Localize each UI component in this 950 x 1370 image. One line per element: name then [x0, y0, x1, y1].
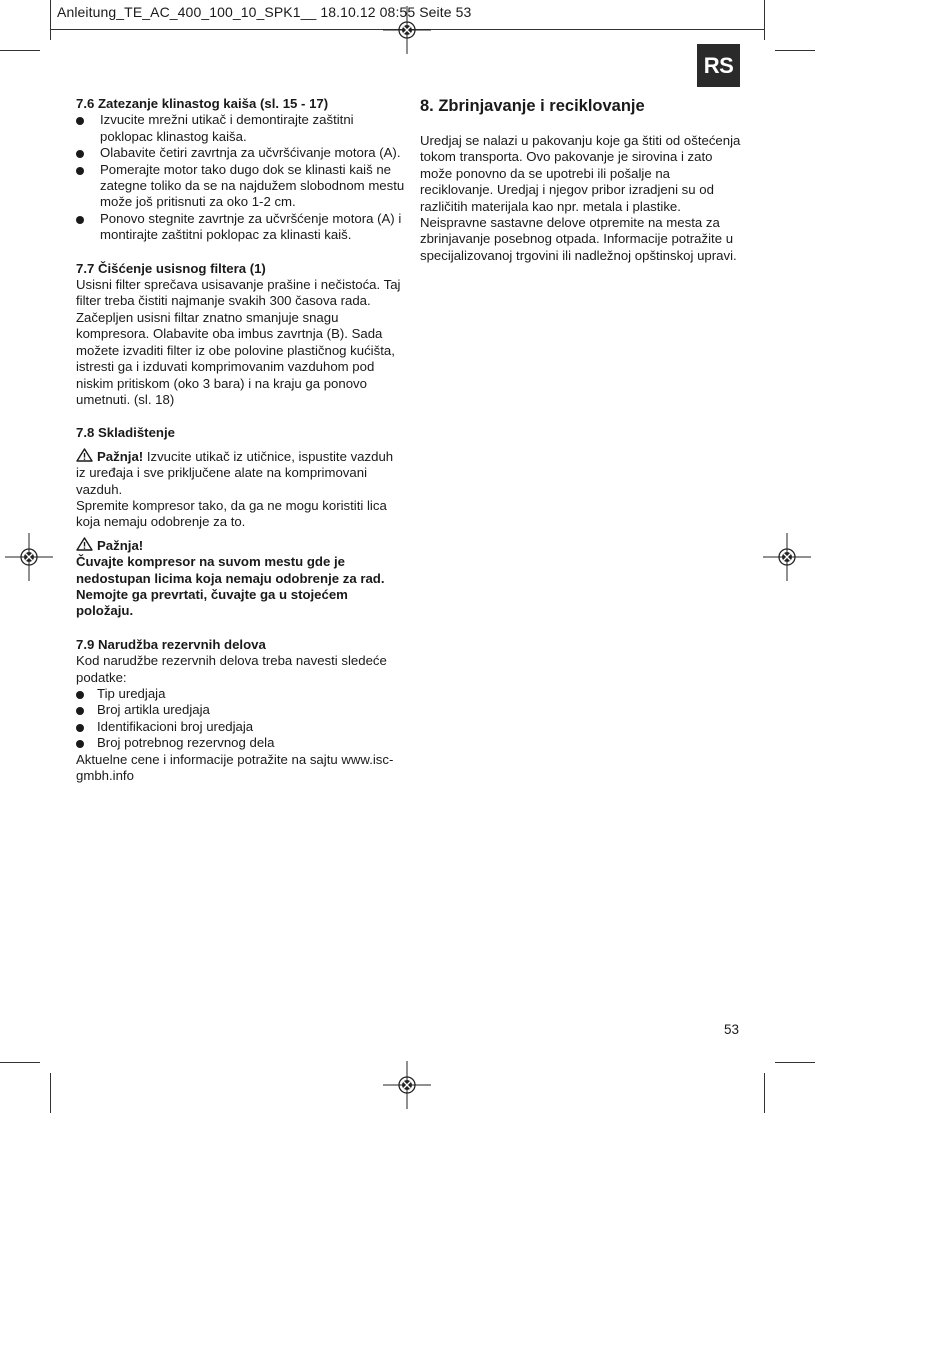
left-column: [76, 96, 406, 784]
section-7-8-warning-2-heading: [76, 537, 406, 554]
bullet-icon: [76, 707, 84, 715]
list-item-text: Pomerajte motor tako dugo dok se klinasti kaiš ne zategne toliko da se na najdužem slobodnom mestu može još pritisnuti za oko 1-2 cm.: [100, 161, 405, 210]
list-item-text: Olabavite četiri zavrtnja za učvršćivanje motora (A).: [100, 145, 401, 161]
list-item: [76, 719, 406, 735]
crop-mark: [50, 1073, 51, 1113]
print-header-info: Anleitung_TE_AC_400_100_10_SPK1__ 18.10.12 08:55 Seite 53: [57, 4, 472, 20]
list-item: [76, 735, 406, 751]
registration-mark-icon: [763, 533, 811, 581]
list-item-text: Broj artikla uredjaja: [97, 702, 210, 718]
section-7-6-title: 7.6 Zatezanje klinastog kaiša (sl. 15 - 17): [76, 96, 329, 111]
crop-mark: [50, 0, 51, 40]
page-number: 53: [724, 1022, 740, 1037]
section-7-6-list: [76, 112, 406, 243]
section-7-8-title: 7.8 Skladištenje: [76, 425, 175, 441]
section-7-8-body: Spremite kompresor tako, da ga ne mogu koristiti lica koja nemaju odobrenje za to.: [76, 497, 387, 530]
section-7-9-outro: Aktuelne cene i informacije potražite na sajtu www.isc-gmbh.info: [76, 751, 394, 784]
list-item-text: Identifikacioni broj uredjaja: [97, 718, 254, 734]
section-8-title: 8. Zbrinjavanje i reciklovanje: [420, 97, 645, 115]
section-7-9-title: 7.9 Narudžba rezervnih delova: [76, 636, 266, 652]
crop-mark: [0, 1062, 40, 1063]
list-item: [76, 686, 406, 702]
bullet-icon: [76, 150, 84, 158]
right-column: [420, 96, 745, 264]
section-7-7-body: Usisni filter sprečava usisavanje prašine i nečistoća. Taj filter treba čistiti najmanje svakih 300 časova rada. Začepljen usisni filtar znatno smanjuje snagu kompresora. Olabavite oba imbus zavrtnja (B). Sada možete izvaditi filter iz obe polovine plastičnog kućišta, istresti ga i izduvati komprimovanim vazduhom pod niskim pritiskom (oko 3 bara) i na kraju ga ponovo umetnuti. (sl. 18): [76, 277, 401, 407]
section-7-8-warning-1: [76, 448, 406, 498]
list-item: [76, 162, 406, 211]
list-item: [76, 112, 406, 145]
list-item: [76, 211, 406, 244]
bullet-icon: [76, 691, 84, 699]
crop-mark: [775, 50, 815, 51]
warning-triangle-icon: [76, 537, 93, 551]
warning-label: Pažnja!: [97, 448, 144, 464]
list-item-text: Ponovo stegnite zavrtnje za učvršćenje motora (A) i montirajte zaštitni poklopac za klinasti kaiš.: [100, 210, 402, 243]
section-7-9-list: [76, 686, 406, 752]
crop-mark: [764, 0, 765, 40]
bullet-icon: [76, 740, 84, 748]
list-item-text: Tip uredjaja: [97, 686, 166, 701]
bullet-icon: [76, 724, 84, 732]
registration-mark-icon: [5, 533, 53, 581]
warning-label: Pažnja!: [97, 537, 144, 553]
section-7-8-warning-2-text: Čuvajte kompresor na suvom mestu gde je nedostupan licima koja nemaju odobrenje za rad. Nemojte ga prevrtati, čuvajte ga u stojećem položaju.: [76, 554, 385, 619]
language-badge: RS: [697, 44, 740, 87]
crop-mark: [0, 50, 40, 51]
registration-mark-icon: [383, 6, 431, 54]
section-7-9-intro: Kod narudžbe rezervnih delova treba navesti sledeće podatke:: [76, 653, 387, 685]
list-item: [76, 145, 406, 161]
section-8-body: Uredjaj se nalazi u pakovanju koje ga štiti od oštećenja tokom transporta. Ovo pakovanje je sirovina i zato može ponovno da se upotrebi ili pošalje na reciklovanje. Uredjaj i njegov pribor izradjeni su od različitih materijala kao npr. metala i plastike. Neispravne sastavne delove otpremite na mesta za zbrinjavanje posebnog otpada. Informacije potražite u specijalizovanoj trgovini ili nadležnoj opštinskoj upravi.: [420, 133, 741, 263]
bullet-icon: [76, 117, 84, 125]
bullet-icon: [76, 216, 84, 224]
list-item-text: Broj potrebnog rezervnog dela: [97, 735, 275, 751]
crop-mark: [775, 1062, 815, 1063]
warning-triangle-icon: [76, 448, 93, 462]
list-item-text: Izvucite mrežni utikač i demontirajte zaštitni poklopac klinastog kaiša.: [100, 112, 354, 144]
registration-mark-icon: [383, 1061, 431, 1109]
crop-mark: [764, 1073, 765, 1113]
list-item: [76, 702, 406, 718]
bullet-icon: [76, 167, 84, 175]
warning-text: Izvucite utikač iz utičnice, ispustite vazduh iz uređaja i sve priključene alate na komprimovani vazduh.: [76, 448, 394, 497]
section-7-7-title: 7.7 Čišćenje usisnog filtera (1): [76, 260, 266, 276]
